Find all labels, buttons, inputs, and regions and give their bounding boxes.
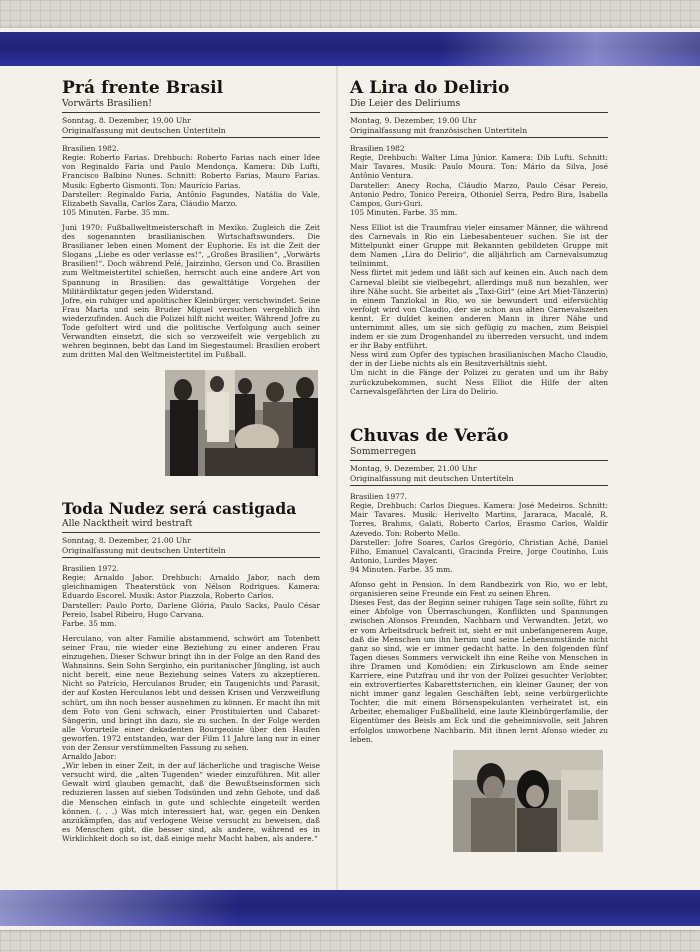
top-blue-band	[0, 32, 700, 66]
screening-version: Originalfassung mit deutschen Untertiteln	[62, 125, 226, 135]
film-entry-lira-do-delirio	[350, 78, 608, 396]
film-credits: Brasilien 1982 Regie, Drehbuch: Walter Lima Júnior. Kamera: Dib Lufti. Schnitt: Mair Tavares. Musik: Paulo Moura. Ton: Mário da Silva, José Antônio Ventura. Darsteller: Anecy Rocha, Cláudio Marzo, Paulo César Pereio, Antonio Pedro, Tonico Pereira, Othoniel Serra, Pedro Bira, Isabella Campos, Guri-Guri. 105 Minuten. Farbe. 35 mm.	[350, 144, 608, 217]
film-subtitle: Alle Nacktheit wird bestraft	[62, 518, 193, 529]
screening-date: Sonntag, 8. Dezember, 19.00 Uhr	[62, 116, 191, 125]
divider	[350, 137, 608, 138]
divider	[350, 460, 608, 461]
film-synopsis: Afonso geht in Pension. In dem Randbezirk von Rio, wo er lebt, organisieren seine Freunde ein Fest zu seinen Ehren. Dieses Fest, das der Beginn seiner ruhigen Tage sein sollte, führt zu einer Abfolge von Überraschungen, Konflikten und Spannungen zwischen Afonsos Freunden, Nachbarn und Verwandten. Jetzt, wo er vom Arbeitsdruck befreit ist, sieht er mit unbefangenerem Auge, daß die Menschen um ihn herum und seine Lebensumstände nicht ganz so sind, wie er immer gedacht hatte. In den folgenden fünf Tagen dieses Sommers verwickelt ihn eine Reihe von Menschen in ihre Dramen und Komödien: ein Zirkusclown am Ende seiner Karriere, eine Putzfrau und ihr von der Polizei gesuchter Verlobter, ein extrovertiertes Kabarettsternchen, ein kleiner Gauner, der von nicht immer ganz legalen Geschäften lebt, seine verbürgerlichte Tochter, die mit einem Börsenspekulanten verheiratet ist, ein Arbeiter, ehemaliger Fußballheld, eine laute Kleinbürgerfamilie, der Eigentümer des Beisls am Eck und die geheimnisvolle, seit Jahren erfolglos umworbene Nachbarin. Mit ihnen lernt Afonso wieder zu leben.	[350, 580, 608, 744]
film-synopsis: Ness Elliot ist die Traumfrau vieler einsamer Männer, die während des Carnevals in Rio ein Liebesabenteuer suchen. Sie ist der Mittelpunkt einer Gruppe mit Bekannten gebildeten Gruppe mit dem Namen „Lira do Delirio“, die alljährlich am Carnevalsumzug teilnimmt. Ness flirtet mit jedem und läßt sich auf keinen ein. Auch nach dem Carneval bleibt sie vielbegehrt, allerdings muß nun bezahlen, wer ihre Nähe sucht. Sie arbeitet als „Taxi-Girl“ (eine Art Miet-Tänzerin) in einem Tanzlokal in Rio, wo sie bewundert und eifersüchtig verfolgt wird von Claudio, der sie schon aus alten Carnevalszeiten kennt. Er duldet keinen anderen Mann in ihrer Nähe und unternimmt alles, um sie sich gefügig zu machen, zum Beispiel indem er sie zum Drogenhandel zu überreden versucht, und indem er ihr Baby entführt. Ness wird zum Opfer des typischen brasilianischen Macho Claudio, der in der Liebe nichts als ein Besitzverhältnis sieht. Um nicht in die Fänge der Polizei zu geraten und um ihr Baby zurückzubekommen, sucht Ness Elliot die Hilfe der alten Carnevalsgefährten der Lira do Delirio.	[350, 222, 608, 396]
film-still-chuvas-de-verao	[453, 750, 603, 852]
divider	[350, 485, 608, 486]
film-entry-pra-frente-brasil	[62, 78, 320, 359]
bottom-blue-band	[0, 890, 700, 926]
film-title: Prá frente Brasil	[62, 78, 224, 98]
screening-date: Sonntag, 8. Dezember, 21.00 Uhr	[62, 536, 191, 545]
screening-version: Originalfassung mit deutschen Untertiteln	[62, 545, 226, 555]
screening-version: Originalfassung mit deutschen Untertiteln	[350, 473, 514, 483]
divider	[62, 112, 320, 113]
film-entry-toda-nudez	[62, 500, 320, 843]
film-title: Toda Nudez será castigada	[62, 499, 297, 518]
film-subtitle: Sommerregen	[350, 446, 417, 457]
film-credits: Brasilien 1972. Regie: Arnaldo Jabor. Drehbuch: Arnaldo Jabor, nach dem gleichnamigen Theaterstück von Nélson Rodrigues. Kamera: Eduardo Escorel. Musik: Astor Piazzola, Roberto Carlos. Darsteller: Paulo Porto, Darlene Glória, Paulo Sacks, Paulo César Pereio, Isabel Ribeiro, Hugo Carvana. Farbe. 35 mm.	[62, 564, 320, 628]
film-credits: Brasilien 1977. Regie, Drehbuch: Carlos Diegues. Kamera: José Medeiros. Schnitt: Mair Tavares. Musik: Herivelto Martins, Jararaca, Macalé, R. Torres, Brahms, Galati, Roberto Carlos, Erasmo Carlos, Waldir Azevedo. Ton: Roberto Mello. Darsteller: Jofre Soares, Carlos Gregório, Christian Aché, Daniel Filho, Emanuel Cavalcanti, Gracinda Freire, Jorge Coutinho, Luis Antonio, Lurdes Mayer. 94 Minuten. Farbe. 35 mm.	[350, 492, 608, 574]
divider	[62, 137, 320, 138]
film-still-pra-frente-brasil	[165, 370, 318, 476]
screening-date: Montag, 9. Dezember, 19.00 Uhr	[350, 116, 477, 125]
film-credits: Brasilien 1982. Regie: Roberto Farias. Drehbuch: Roberto Farias nach einer Idee von Reginaldo Faria und Paulo Mendonça. Kamera: Dib Lufti, Francisco Balbino Nunes. Schnitt: Roberto Farias, Mauro Farias. Musik: Egberto Gismonti. Ton: Maurício Farias. Darsteller: Reginaldo Faria, Antônio Fagundes, Natália do Vale, Elizabeth Savalla, Carlos Zara, Cláudio Marzo. 105 Minuten. Farbe. 35 mm.	[62, 144, 320, 217]
film-subtitle: Die Leier des Deliriums	[350, 98, 461, 109]
film-synopsis: Juni 1970: Fußballweltmeisterschaft in Mexiko. Zugleich die Zeit des sogenannten brasilianischen Wirtschaftswunders. Die Brasilianer leben einen Moment der Euphorie. Es ist die Zeit der Slogans „Liebe es oder verlasse es!“, „Großes Brasilien“, „Vorwärts Brasilien!“. Doch während Pelé, Jairzinho, Gerson und Co. Brasilien zum Weltmeistertitel schießen, herrscht auch eine andere Art von Spannung in Brasilien: das gewalttätige Vorgehen der Militärdiktatur gegen jeden Widerstand. Jofre, ein ruhiger und apolitischer Kleinbürger, verschwindet. Seine Frau Marta und sein Bruder Miguel versuchen vergeblich ihn wiederzufinden. Auch die Polizei hilft nicht weiter. Während Jofre zu Tode gefoltert wird und die politische Verfolgung auch seiner Verwandten einsetzt, die sich so verzweifelt wie vergeblich zu wehren beginnen, bebt das Land im Siegestaumel: Brasilien erobert zum dritten Mal den Weltmeistertitel im Fußball.	[62, 222, 320, 360]
screening-version: Originalfassung mit französischen Untertiteln	[350, 125, 528, 135]
film-title: Chuvas de Verão	[350, 426, 509, 446]
film-entry-chuvas-de-verao	[350, 426, 608, 744]
divider	[62, 557, 320, 558]
screening-date: Montag, 9. Dezember, 21.00 Uhr	[350, 464, 477, 473]
divider	[62, 532, 320, 533]
divider	[350, 112, 608, 113]
film-subtitle: Vorwärts Brasilien!	[62, 98, 152, 109]
film-title: A Lira do Delirio	[350, 78, 510, 98]
page-fold	[336, 66, 338, 890]
film-synopsis: Herculano, von alter Familie abstammend, schwört am Totenbett seiner Frau, nie wieder eine Beziehung zu einer anderen Frau einzugehen. Dieser Schwur bringt ihn in der Folge an den Rand des Wahnsinns. Sein Sohn Serginho, ein puritanischer Jüngling, ist auch nicht bereit, eine neue Beziehung seines Vaters zu akzeptieren. Nicht so Patrício, Herculanos Bruder, ein Taugenichts und Parasit, der auf Kosten Herculanos lebt und dessen Krisen und Verzweiflung schürt, um ihn noch besser ausnehmen zu können. Er macht ihn mit dem Foto von Geni schwach, einer Prostituierten und Cabaret-Sängerin, und bringt ihn dazu, sie zu suchen. In der Folge werden alle Vorurteile einer dekadenten Bourgeoisie über den Haufen geworfen. 1972 entstanden, war der Film 11 Jahre lang nur in einer von der Zensur verstümmelten Fassung zu sehen. Arnaldo Jabor: „Wir leben in einer Zeit, in der auf lächerliche und tragische Weise versucht wird, die „alten Tugenden“ wieder einzuführen. Mit aller Gewalt wird glauben gemacht, daß die Bewußtseinsformen sich reduzieren lassen auf sieben Todsünden und zehn Gebote, und daß die Menschen einfach in gute und schlechte eingeteilt werden können. (. . .) Was mich interessiert hat, war, gegen ein Denken anzukämpfen, das auf verlogene Weise versucht zu beweisen, daß es Menschen gibt, die besser sind, als andere, während es in Wirklichkeit doch so ist, daß einige mehr Macht haben, als andere.“	[62, 633, 320, 843]
